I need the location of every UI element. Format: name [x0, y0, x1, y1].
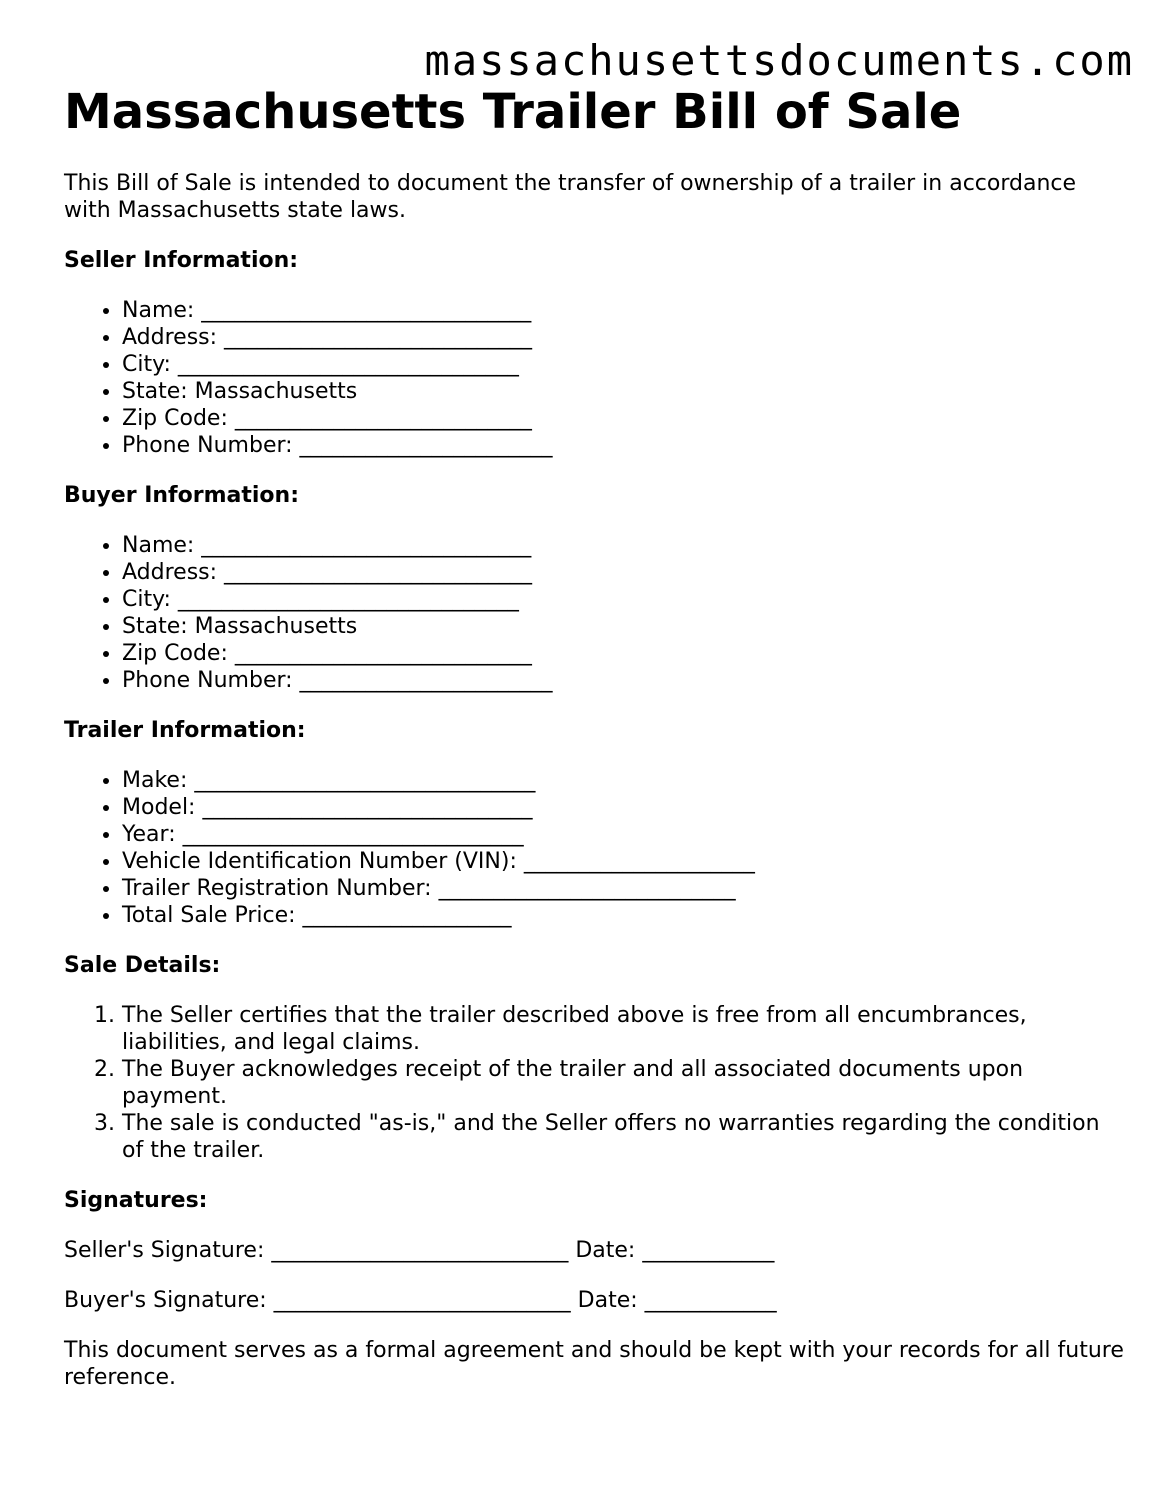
seller-list — [64, 297, 1124, 459]
trailer-year-field[interactable]: • Year: _______________________________ — [122, 821, 1124, 848]
trailer-registration-field[interactable]: • Trailer Registration Number: ___________________________ — [122, 875, 1124, 902]
seller-name-field[interactable]: • Name: ______________________________ — [122, 297, 1124, 324]
seller-heading: Seller Information: — [64, 248, 299, 273]
sale-terms-list — [64, 1002, 1124, 1164]
seller-state-field: • State: Massachusetts — [122, 378, 1124, 405]
sale-term: 1. The Seller certifies that the trailer described above is free from all encumbrances, liabilities, and legal claims. — [122, 1002, 1124, 1056]
page-title: Massachusetts Trailer Bill of Sale — [64, 84, 962, 140]
sale-term: 3. The sale is conducted "as-is," and the Seller offers no warranties regarding the condition of the trailer. — [122, 1110, 1124, 1164]
sale-heading: Sale Details: — [64, 953, 221, 978]
buyer-city-field[interactable]: • City: _______________________________ — [122, 586, 1124, 613]
seller-address-field[interactable]: • Address: ____________________________ — [122, 324, 1124, 351]
document-body — [64, 84, 1124, 1391]
watermark: massachusettsdocuments.com — [424, 36, 1134, 85]
seller-city-field[interactable]: • City: _______________________________ — [122, 351, 1124, 378]
trailer-make-field[interactable]: • Make: _______________________________ — [122, 767, 1124, 794]
seller-signature-line[interactable]: Seller's Signature: ___________________________ Date: ____________ — [64, 1238, 775, 1263]
buyer-name-field[interactable]: • Name: ______________________________ — [122, 532, 1124, 559]
trailer-heading: Trailer Information: — [64, 718, 306, 743]
seller-phone-field[interactable]: • Phone Number: _______________________ — [122, 432, 1124, 459]
trailer-price-field[interactable]: • Total Sale Price: ___________________ — [122, 902, 1124, 929]
trailer-model-field[interactable]: • Model: ______________________________ — [122, 794, 1124, 821]
buyer-signature-line[interactable]: Buyer's Signature: ___________________________ Date: ____________ — [64, 1288, 777, 1313]
intro-paragraph: This Bill of Sale is intended to document the transfer of ownership of a trailer in accordance with Massachusetts state laws. — [64, 171, 1077, 223]
buyer-phone-field[interactable]: • Phone Number: _______________________ — [122, 667, 1124, 694]
buyer-zip-field[interactable]: • Zip Code: ___________________________ — [122, 640, 1124, 667]
trailer-vin-field[interactable]: • Vehicle Identification Number (VIN): _____________________ — [122, 848, 1124, 875]
sale-term: 2. The Buyer acknowledges receipt of the trailer and all associated documents upon payment. — [122, 1056, 1124, 1110]
buyer-heading: Buyer Information: — [64, 483, 299, 508]
buyer-list — [64, 532, 1124, 694]
buyer-address-field[interactable]: • Address: ____________________________ — [122, 559, 1124, 586]
buyer-state-field: • State: Massachusetts — [122, 613, 1124, 640]
signatures-heading: Signatures: — [64, 1188, 208, 1213]
closing-paragraph: This document serves as a formal agreement and should be kept with your records for all future reference. — [64, 1338, 1124, 1390]
trailer-list — [64, 767, 1124, 929]
seller-zip-field[interactable]: • Zip Code: ___________________________ — [122, 405, 1124, 432]
